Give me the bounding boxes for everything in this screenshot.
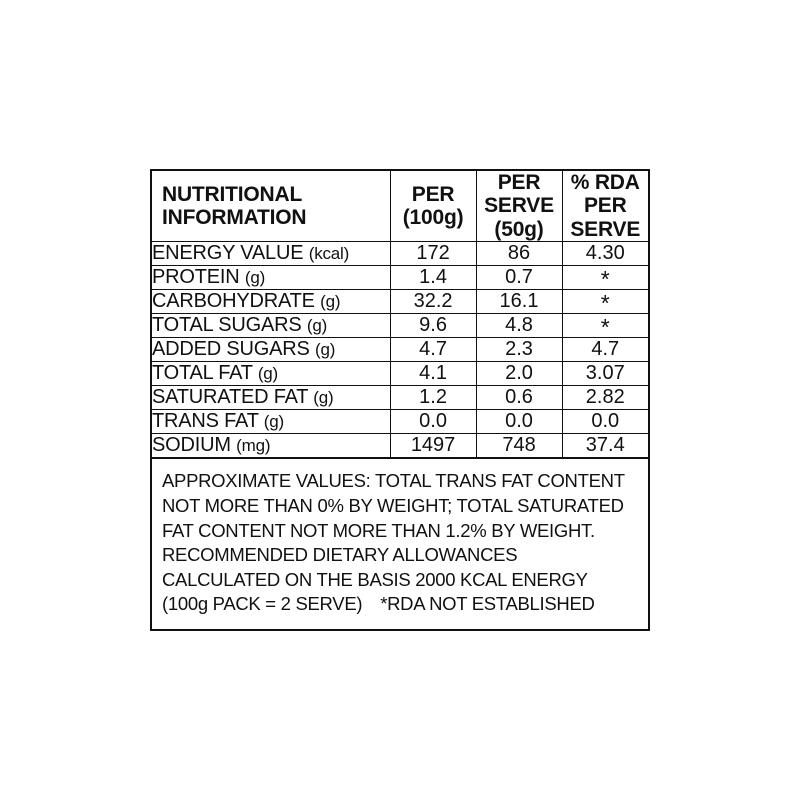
value-per-serve: 0.7: [476, 266, 562, 290]
header-cell-rda-per-serve: [562, 171, 648, 242]
footnote-line: CALCULATED ON THE BASIS 2000 KCAL ENERGY: [162, 568, 588, 590]
value-rda: 37.4: [562, 434, 648, 458]
value-rda: *: [562, 266, 648, 290]
value-per-100g: 9.6: [390, 314, 476, 338]
nutrient-unit: (g): [263, 412, 284, 432]
nutrient-name: ADDED SUGARS: [152, 338, 310, 361]
nutrient-name: ENERGY VALUE: [152, 242, 304, 265]
row-label: [152, 314, 390, 338]
value-per-serve: 2.0: [476, 362, 562, 386]
row-label: [152, 338, 390, 362]
value-per-serve: 0.0: [476, 410, 562, 434]
row-label: [152, 290, 390, 314]
value-per-100g: 1.4: [390, 266, 476, 290]
header-perserve-line1: PER: [497, 170, 541, 194]
value-per-serve: 0.6: [476, 386, 562, 410]
header-cell-title: [152, 171, 390, 242]
table-row: [152, 386, 648, 410]
table-row: [152, 242, 648, 266]
footnote-line: NOT MORE THAN 0% BY WEIGHT; TOTAL SATURATED: [162, 495, 624, 517]
value-per-serve: 748: [476, 434, 562, 458]
nutrient-name: SODIUM: [152, 434, 231, 457]
header-cell-per-100g: [390, 171, 476, 242]
footnote-block: [152, 458, 648, 629]
value-rda: 4.7: [562, 338, 648, 362]
table-row: [152, 410, 648, 434]
nutrient-name: TRANS FAT: [152, 410, 259, 433]
table-header-row: [152, 171, 648, 242]
nutrition-facts-panel: [150, 169, 650, 631]
nutrient-unit: (g): [244, 268, 266, 288]
value-rda: *: [562, 290, 648, 314]
value-rda: 3.07: [562, 362, 648, 386]
table-row: [152, 266, 648, 290]
header-perserve-line2: SERVE: [484, 194, 554, 218]
value-per-serve: 4.8: [476, 314, 562, 338]
header-per100g-line2: (100g): [402, 206, 464, 230]
nutrient-unit: (g): [257, 364, 278, 384]
value-per-100g: 4.7: [390, 338, 476, 362]
value-rda: 0.0: [562, 410, 648, 434]
table-row: [152, 314, 648, 338]
header-rda-line3: SERVE: [570, 217, 641, 241]
nutrient-unit: (g): [315, 340, 336, 360]
nutrient-name: PROTEIN: [152, 266, 240, 289]
table-row: [152, 338, 648, 362]
header-rda-line2: PER: [583, 194, 627, 218]
nutrient-name: CARBOHYDRATE: [152, 290, 315, 313]
nutrient-unit: (g): [313, 388, 334, 408]
value-per-100g: 0.0: [390, 410, 476, 434]
header-title-line2: INFORMATION: [162, 206, 307, 230]
row-label: [152, 410, 390, 434]
value-per-100g: 4.1: [390, 362, 476, 386]
nutrient-name: SATURATED FAT: [152, 386, 308, 409]
value-per-100g: 1.2: [390, 386, 476, 410]
header-cell-per-serve: [476, 171, 562, 242]
nutrient-unit: (g): [306, 316, 328, 336]
nutrient-unit: (g): [320, 292, 341, 312]
nutrient-unit: (kcal): [308, 244, 350, 264]
footnote-rda-note: *RDA NOT ESTABLISHED: [380, 593, 595, 615]
value-per-serve: 86: [476, 242, 562, 266]
header-perserve-line3: (50g): [494, 217, 544, 241]
footnote-line: APPROXIMATE VALUES: TOTAL TRANS FAT CONTENT: [162, 470, 625, 492]
nutrition-table: [152, 171, 648, 459]
footnote-line: RECOMMENDED DIETARY ALLOWANCES: [162, 544, 518, 566]
row-label: [152, 266, 390, 290]
row-label: [152, 242, 390, 266]
value-per-serve: 2.3: [476, 338, 562, 362]
row-label: [152, 362, 390, 386]
nutrient-name: TOTAL FAT: [152, 362, 253, 385]
header-rda-line1: % RDA: [570, 170, 640, 194]
nutrient-unit: (mg): [236, 436, 271, 456]
row-label: [152, 386, 390, 410]
table-row: [152, 290, 648, 314]
footnote-line: FAT CONTENT NOT MORE THAN 1.2% BY WEIGHT.: [162, 519, 595, 541]
footnote-pack-serve: (100g PACK = 2 SERVE): [162, 593, 363, 615]
table-row: [152, 362, 648, 386]
row-label: [152, 434, 390, 458]
value-per-100g: 32.2: [390, 290, 476, 314]
value-per-100g: 172: [390, 242, 476, 266]
header-per100g-line1: PER: [411, 182, 455, 206]
value-rda: *: [562, 314, 648, 338]
nutrient-name: TOTAL SUGARS: [152, 314, 302, 337]
value-per-100g: 1497: [390, 434, 476, 458]
footnote-line-last: [162, 592, 638, 617]
value-per-serve: 16.1: [476, 290, 562, 314]
value-rda: 2.82: [562, 386, 648, 410]
value-rda: 4.30: [562, 242, 648, 266]
table-row: [152, 434, 648, 458]
header-title-line1: NUTRITIONAL: [162, 182, 303, 206]
